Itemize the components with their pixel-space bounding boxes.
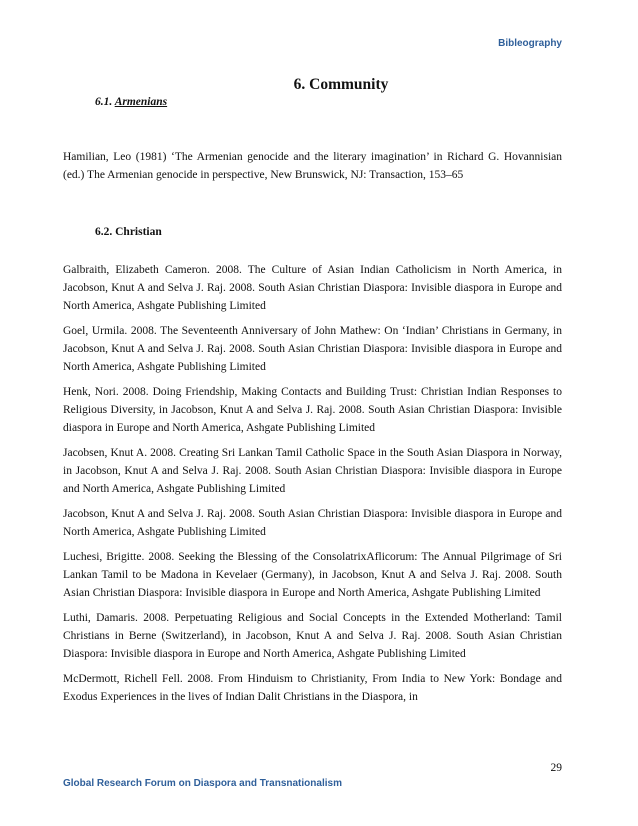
armenians-entries xyxy=(63,148,562,184)
bibliography-entry: Luchesi, Brigitte. 2008. Seeking the Blessing of the ConsolatrixAflicorum: The Annual Pilgrimage of Sri Lankan Tamil to be Madona in Kevelaer (Germany), in Jacobson, Knut A and Selva J. Raj. 2008. South Asian Christian Diaspora: Invisible diaspora in Europe and North America, Ashgate Publishing Limited xyxy=(63,551,562,599)
bibliography-entry: Hamilian, Leo (1981) ‘The Armenian genocide and the literary imagination’ in Richard G. Hovannisian (ed.) The Armenian genocide in perspective, New Brunswick, NJ: Transaction, 153–65 xyxy=(63,151,562,181)
bibliography-entry: McDermott, Richell Fell. 2008. From Hinduism to Christianity, From India to New York: Bondage and Exodus Experiences in the lives of Indian Dalit Christians in the Diaspora, in xyxy=(63,673,562,703)
section-heading-christian: 6.2. Christian xyxy=(95,226,162,238)
bibliography-entry: Jacobsen, Knut A. 2008. Creating Sri Lankan Tamil Catholic Space in the South Asian Diaspora in Norway, in Jacobson, Knut A and Selva J. Raj. 2008. South Asian Christian Diaspora: Invisible diaspora in Europe and North America, Ashgate Publishing Limited xyxy=(63,447,562,495)
bibliography-entry: Galbraith, Elizabeth Cameron. 2008. The Culture of Asian Indian Catholicism in North America, in Jacobson, Knut A and Selva J. Raj. 2008. South Asian Christian Diaspora: Invisible diaspora in Europe and North America, Ashgate Publishing Limited xyxy=(63,264,562,312)
page-title: 6. Community xyxy=(293,76,389,93)
bibliography-entry: Luthi, Damaris. 2008. Perpetuating Religious and Social Concepts in the Extended Motherland: Tamil Christians in Berne (Switzerland), in Jacobson, Knut A and Selva J. Raj. 2008. South Asian Christian Diaspora: Invisible diaspora in Europe and North America, Ashgate Publishing Limited xyxy=(63,612,562,660)
bibliography-entry: Goel, Urmila. 2008. The Seventeenth Anniversary of John Mathew: On ‘Indian’ Christians in Germany, in Jacobson, Knut A and Selva J. Raj. 2008. South Asian Christian Diaspora: Invisible diaspora in Europe and North America, Ashgate Publishing Limited xyxy=(63,325,562,373)
running-footer: Global Research Forum on Diaspora and Transnationalism xyxy=(63,778,342,789)
section-label: Armenians xyxy=(114,96,168,108)
running-header: Bibleography xyxy=(498,38,562,49)
page-number: 29 xyxy=(550,762,562,774)
bibliography-entry: Jacobson, Knut A and Selva J. Raj. 2008. South Asian Christian Diaspora: Invisible diaspora in Europe and North America, Ashgate Publishing Limited xyxy=(63,508,562,538)
section-heading-armenians xyxy=(95,96,167,108)
christian-entries xyxy=(63,261,562,706)
bibliography-entry: Henk, Nori. 2008. Doing Friendship, Making Contacts and Building Trust: Christian Indian Responses to Religious Diversity, in Jacobson, Knut A and Selva J. Raj. 2008. South Asian Christian Diaspora: Invisible diaspora in Europe and North America, Ashgate Publishing Limited xyxy=(63,386,562,434)
section-number: 6.1. xyxy=(95,96,113,108)
